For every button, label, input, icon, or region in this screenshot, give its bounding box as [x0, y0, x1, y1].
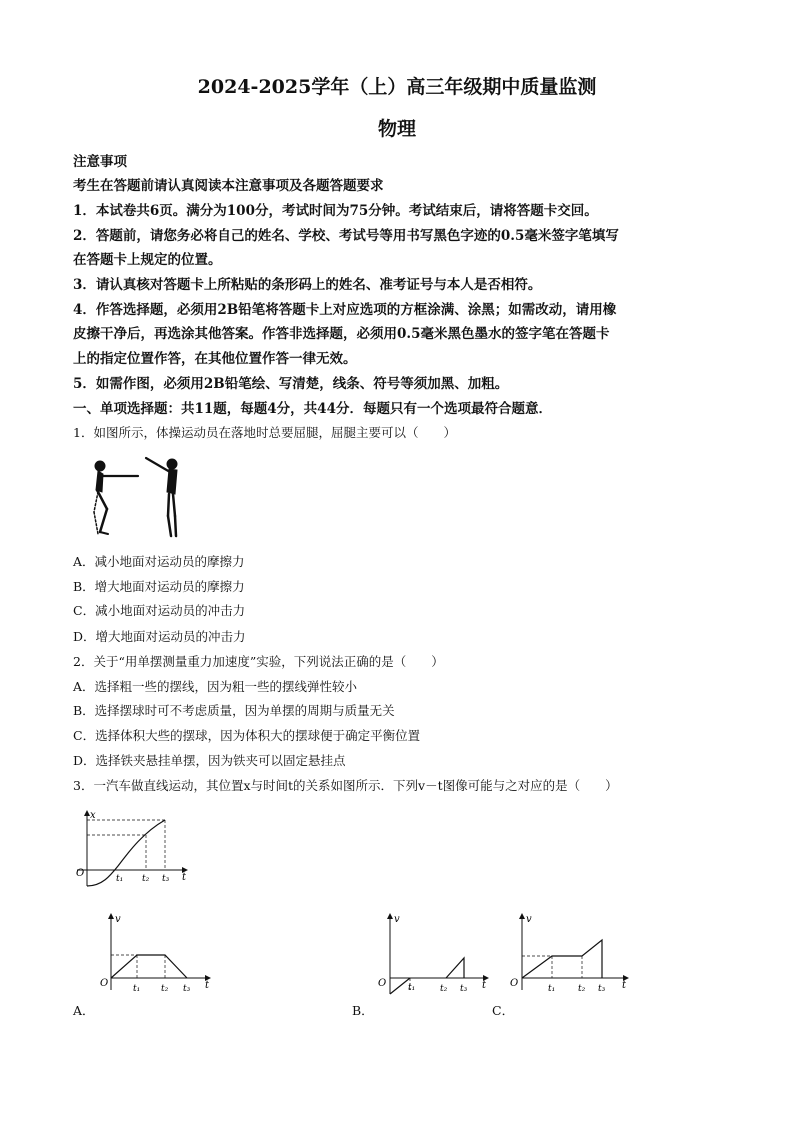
q2-option-b: B．选择摆球时可不考虑质量，因为单摆的周期与质量无关 [73, 703, 395, 718]
gymnast-right-head [167, 459, 177, 469]
gymnast-left-head [95, 461, 105, 471]
vt-c-line [522, 940, 602, 978]
xt-t-label: t [182, 872, 187, 883]
svg-text:t₁: t₁ [548, 984, 556, 994]
vt-a-t-label: t [205, 980, 210, 991]
svg-text:t₁: t₁ [133, 984, 141, 994]
vt-b-line-2 [446, 958, 464, 978]
q1-option-d: D．增大地面对运动员的冲击力 [73, 629, 246, 644]
vt-b-line-1 [390, 978, 410, 994]
notice-item-3: 3．请认真核对答题卡上所粘贴的条形码上的姓名、准考证号与本人是否相符。 [73, 277, 542, 293]
notice-item-4: 4．作答选择题，必须用2B铅笔将答题卡上对应选项的方框涂满、涂黑；如需改动，请用橡 [73, 302, 617, 318]
q1-option-c: C．减小地面对运动员的冲击力 [73, 603, 246, 618]
gymnast-right-torso [167, 469, 177, 494]
q3-xt-graph [72, 806, 192, 891]
gymnast-left-shin [100, 509, 107, 532]
q2-option-c: C．选择体积大些的摆球，因为体积大的摆球便于确定平衡位置 [73, 728, 421, 743]
notice-intro: 考生在答题前请认真阅读本注意事项及各题答题要求 [73, 178, 384, 194]
subject-title: 物理 [377, 118, 416, 140]
q2-option-a: A．选择粗一些的摆线，因为粗一些的摆线弹性较小 [73, 679, 358, 694]
gymnast-right-thigh [168, 494, 169, 516]
notice-heading: 注意事项 [73, 154, 127, 170]
q3-option-b-label: B． [352, 1003, 374, 1018]
q2-option-d: D．选择铁夹悬挂单摆，因为铁夹可以固定悬挂点 [73, 753, 346, 768]
notice-item-2: 2．答题前，请您务必将自己的姓名、学校、考试号等用书写黑色字迹的0.5毫米签字笔填写 [73, 228, 619, 244]
q3-option-c-label: C． [492, 1003, 515, 1018]
q3-vt-graph-b [370, 910, 490, 1000]
notice-item-2-cont: 在答题卡上规定的位置。 [73, 252, 222, 268]
section1-heading: 一、单项选择题：共11题，每题4分，共44分．每题只有一个选项最符合题意． [73, 401, 552, 417]
vt-c-t-label: t [622, 980, 627, 991]
q3-vt-graph-a [95, 910, 215, 1000]
q1-stem: 1．如图所示，体操运动员在落地时总要屈腿，屈腿主要可以（ ） [73, 425, 456, 440]
gymnast-right-arms [146, 458, 170, 472]
vt-b-origin-label: O [378, 978, 387, 989]
notice-item-1: 1．本试卷共6页。满分为100分，考试时间为75分钟。考试结束后，请将答题卡交回。 [73, 203, 598, 219]
notice-item-4-cont2: 上的指定位置作答，在其他位置作答一律无效。 [73, 351, 357, 367]
vt-a-origin-label: O [100, 978, 109, 989]
xt-curve [87, 820, 165, 886]
q2-stem: 2．关于“用单摆测量重力加速度”实验，下列说法正确的是（ ） [73, 654, 444, 669]
vt-b-t-label: t [482, 980, 487, 991]
xt-origin-label: O [76, 868, 85, 879]
q3-stem: 3．一汽车做直线运动，其位置x与时间t的关系如图所示．下列v－t图像可能与之对应的是（ ） [73, 778, 618, 793]
notice-item-5: 5．如需作图，必须用2B铅笔绘、写清楚，线条、符号等须加黑、加粗。 [73, 376, 509, 392]
q3-vt-graph-c [504, 910, 634, 1000]
vt-a-line [111, 955, 187, 978]
svg-text:t₂: t₂ [161, 984, 169, 994]
svg-text:t₂: t₂ [440, 984, 448, 994]
xt-x-label: x [90, 810, 96, 821]
notice-item-4-cont1: 皮擦干净后，再选涂其他答案。作答非选择题，必须用0.5毫米黑色墨水的签字笔在答题卡 [73, 326, 610, 342]
vt-a-v-label: v [115, 914, 121, 925]
svg-text:t₂: t₂ [578, 984, 586, 994]
gymnast-figure [72, 454, 192, 539]
gymnast-right-shin [168, 516, 171, 536]
svg-text:t₃: t₃ [598, 984, 606, 994]
xt-t1-label: t₁ [116, 874, 124, 884]
vt-c-v-label: v [526, 914, 532, 925]
q1-option-b: B．增大地面对运动员的摩擦力 [73, 579, 245, 594]
page-title: 2024-2025学年（上）高三年级期中质量监测 [197, 76, 597, 98]
xt-t2-label: t₂ [142, 874, 150, 884]
xt-t3-label: t₃ [162, 874, 170, 884]
svg-text:t₃: t₃ [460, 984, 468, 994]
vt-b-v-label: v [394, 914, 400, 925]
q1-option-a: A．减小地面对运动员的摩擦力 [73, 554, 245, 569]
svg-text:t₁: t₁ [408, 983, 416, 993]
vt-c-origin-label: O [510, 978, 519, 989]
q3-option-a-label: A． [73, 1003, 95, 1018]
svg-text:t₃: t₃ [183, 984, 191, 994]
